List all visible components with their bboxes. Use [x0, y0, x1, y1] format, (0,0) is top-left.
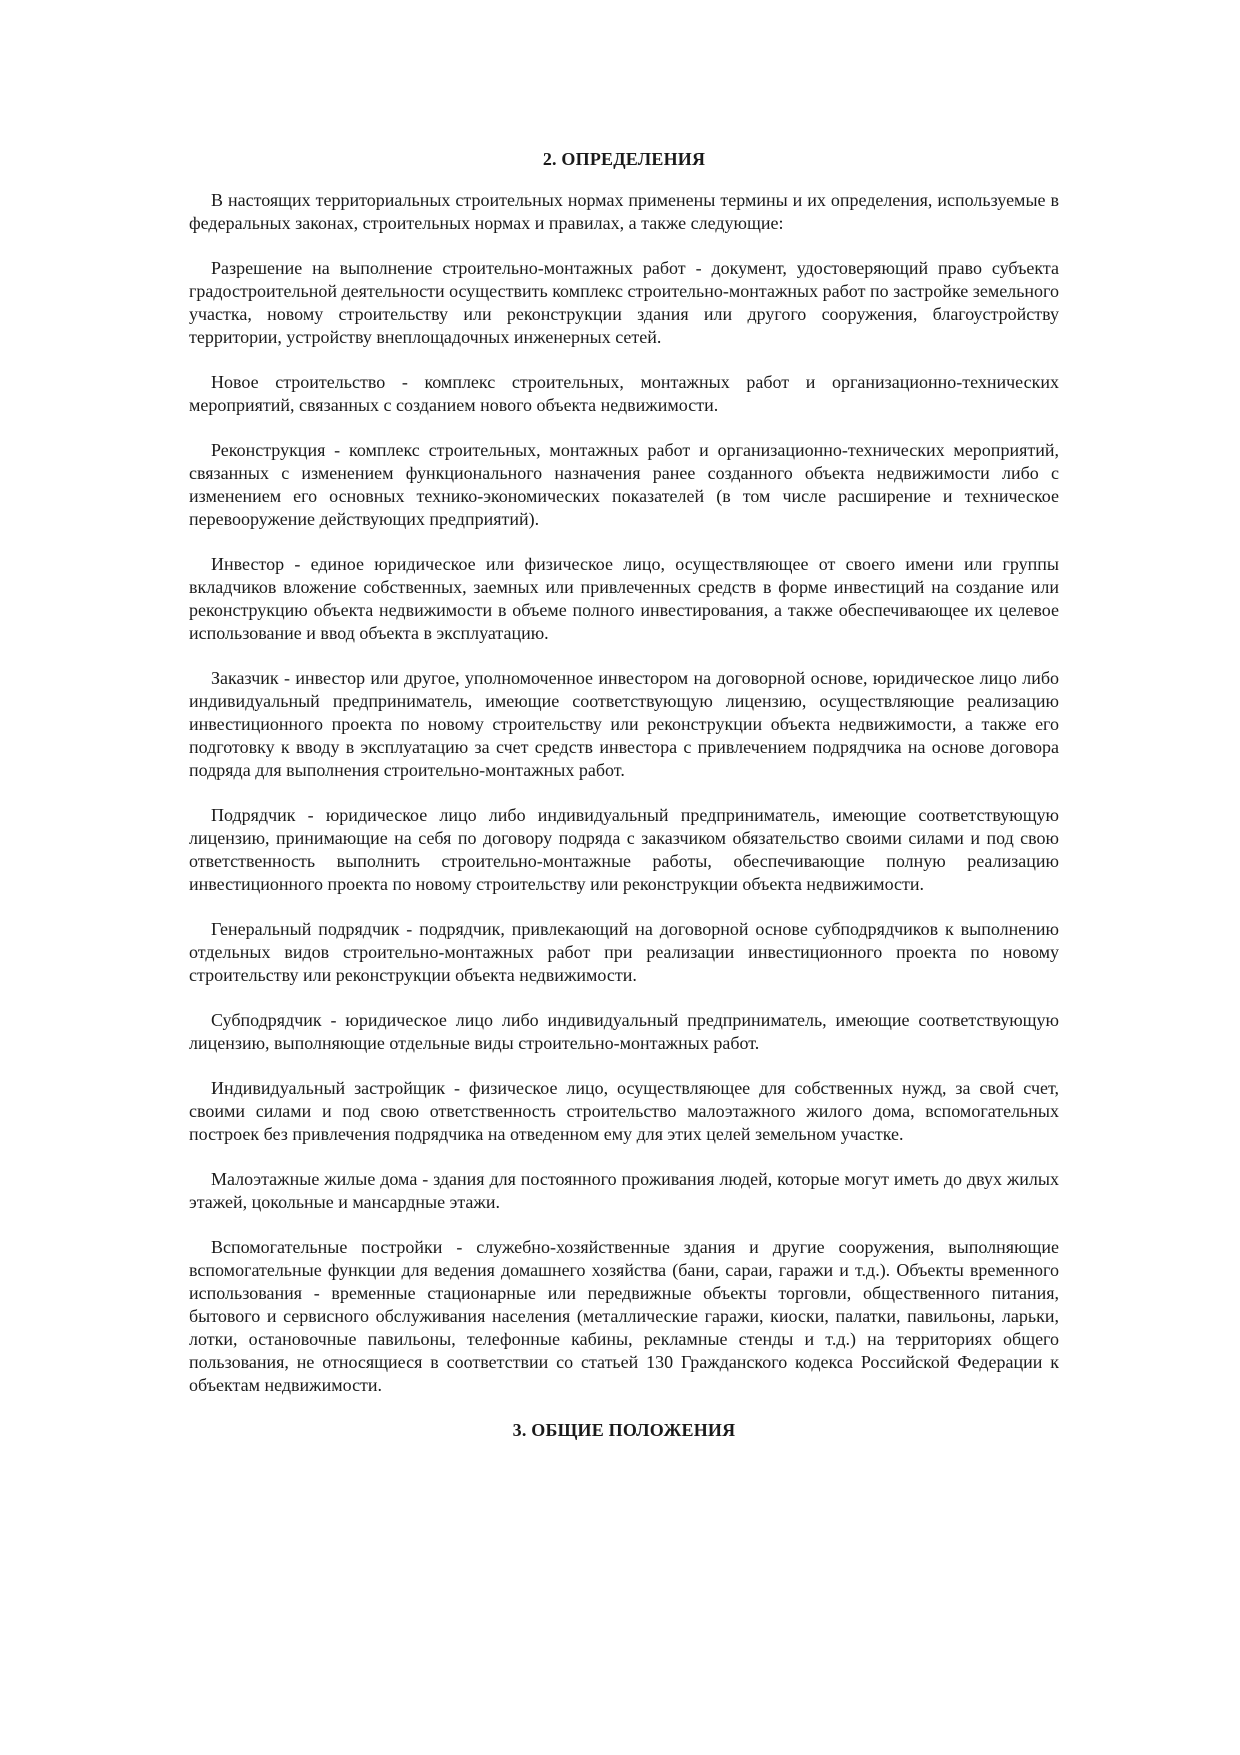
section-heading-definitions: 2. ОПРЕДЕЛЕНИЯ [542, 149, 706, 169]
paragraph-definition-reconstruction: Реконструкция - комплекс строительных, монтажных работ и организационно-технических мероприятий, связанных с изменением функционального назначения ранее созданного объекта недвижимости либо с изменением его основных технико-экономических показателей (в том числе расширение и техническое перевооружение действующих предприятий). [189, 440, 1059, 529]
paragraph-definition-investor: Инвестор - единое юридическое или физическое лицо, осуществляющее от своего имени или группы вкладчиков вложение собственных, заемных или привлеченных средств в форме инвестиций на создание или реконструкцию объекта недвижимости в объеме полного инвестирования, а также обеспечивающее их целевое использование и ввод объекта в эксплуатацию. [189, 554, 1059, 643]
paragraph-definition-new-construction: Новое строительство - комплекс строительных, монтажных работ и организационно-технических мероприятий, связанных с созданием нового объекта недвижимости. [189, 372, 1059, 415]
paragraph-definition-low-rise-houses: Малоэтажные жилые дома - здания для постоянного проживания людей, которые могут иметь до двух жилых этажей, цокольные и мансардные этажи. [189, 1169, 1059, 1212]
paragraph-definition-general-contractor: Генеральный подрядчик - подрядчик, привлекающий на договорной основе субподрядчиков к выполнению отдельных видов строительно-монтажных работ при реализации инвестиционного проекта по новому строительству или реконструкции объекта недвижимости. [189, 919, 1059, 985]
paragraph-definition-permit: Разрешение на выполнение строительно-монтажных работ - документ, удостоверяющий право субъекта градостроительной деятельности осуществить комплекс строительно-монтажных работ по застройке земельного участка, новому строительству или реконструкции здания или другого сооружения, благоустройству территории, устройству внеплощадочных инженерных сетей. [189, 258, 1059, 347]
document-page [189, 148, 1059, 1441]
paragraph-intro: В настоящих территориальных строительных нормах применены термины и их определения, используемые в федеральных законах, строительных нормах и правилах, а также следующие: [189, 190, 1059, 233]
paragraph-definition-subcontractor: Субподрядчик - юридическое лицо либо индивидуальный предприниматель, имеющие соответствующую лицензию, выполняющие отдельные виды строительно-монтажных работ. [189, 1010, 1059, 1053]
paragraph-definition-auxiliary-buildings: Вспомогательные постройки - служебно-хозяйственные здания и другие сооружения, выполняющие вспомогательные функции для ведения домашнего хозяйства (бани, сараи, гаражи и т.д.). Объекты временного использования - временные стационарные или передвижные объекты торговли, общественного питания, бытового и сервисного обслуживания населения (металлические гаражи, киоски, палатки, павильоны, ларьки, лотки, остановочные павильоны, телефонные кабины, рекламные стенды и т.д.) на территориях общего пользования, не относящиеся в соответствии со статьей 130 Гражданского кодекса Российской Федерации к объектам недвижимости. [189, 1237, 1059, 1395]
paragraph-definition-customer: Заказчик - инвестор или другое, уполномоченное инвестором на договорной основе, юридическое лицо либо индивидуальный предприниматель, имеющие соответствующую лицензию, осуществляющие реализацию инвестиционного проекта по новому строительству или реконструкции объекта недвижимости, а также его подготовку к вводу в эксплуатацию за счет средств инвестора с привлечением подрядчика на основе договора подряда для выполнения строительно-монтажных работ. [189, 668, 1059, 780]
paragraph-definition-individual-developer: Индивидуальный застройщик - физическое лицо, осуществляющее для собственных нужд, за свой счет, своими силами и под свою ответственность строительство малоэтажного жилого дома, вспомогательных построек без привлечения подрядчика на отведенном ему для этих целей земельном участке. [189, 1078, 1059, 1144]
section-heading-general-provisions: 3. ОБЩИЕ ПОЛОЖЕНИЯ [512, 1420, 736, 1440]
paragraph-definition-contractor: Подрядчик - юридическое лицо либо индивидуальный предприниматель, имеющие соответствующую лицензию, принимающие на себя по договору подряда с заказчиком обязательство своими силами и под свою ответственность выполнить строительно-монтажные работы, обеспечивающие полную реализацию инвестиционного проекта по новому строительству или реконструкции объекта недвижимости. [189, 805, 1059, 894]
